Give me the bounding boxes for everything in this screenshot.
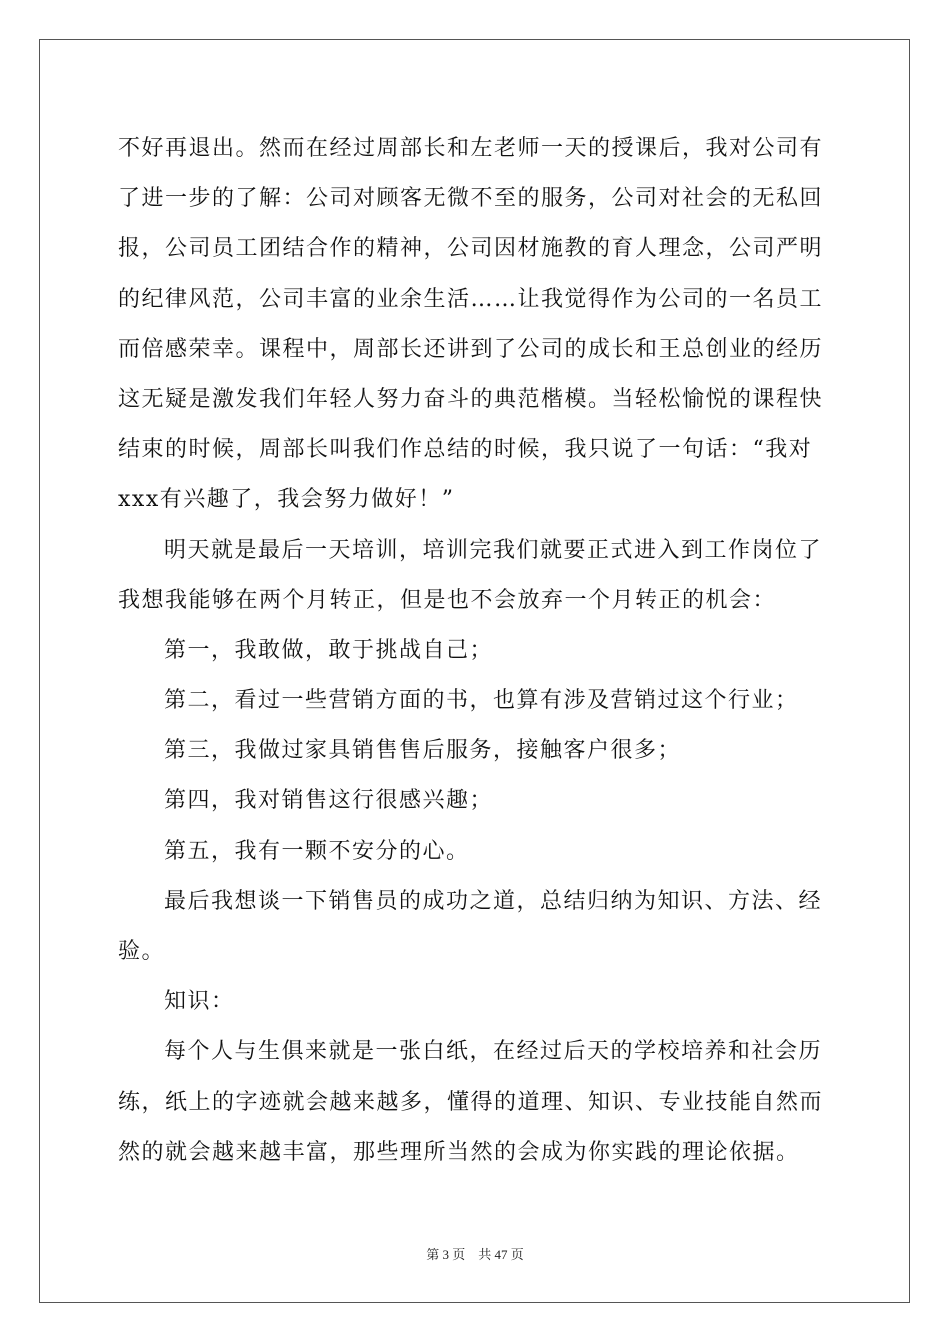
text-line: 第四，我对销售这行很感兴趣； (164, 788, 494, 814)
page-number: 第 3 页 (426, 1247, 466, 1262)
text-line: 的纪律风范，公司丰富的业余生活……让我觉得作为公司的一名员工 (118, 286, 824, 312)
text-line: 知识： (164, 989, 235, 1015)
text-line: 而倍感荣幸。课程中，周部长还讲到了公司的成长和王总创业的经历 (118, 336, 824, 362)
text-line: 报，公司员工团结合作的精神，公司因材施教的育人理念，公司严明 (118, 236, 824, 262)
text-line: 第一，我敢做，敢于挑战自己； (164, 637, 494, 663)
text-line: 了进一步的了解：公司对顾客无微不至的服务，公司对社会的无私回 (118, 186, 824, 212)
text-line: 明天就是最后一天培训，培训完我们就要正式进入到工作岗位了 (164, 537, 823, 563)
text-line: 最后我想谈一下销售员的成功之道，总结归纳为知识、方法、经 (164, 888, 823, 914)
text-line: 这无疑是激发我们年轻人努力奋斗的典范楷模。当轻松愉悦的课程快 (118, 386, 824, 412)
text-line: xxx有兴趣了，我会努力做好！” (118, 487, 455, 513)
page-total: 共 47 页 (478, 1247, 524, 1262)
text-line: 不好再退出。然而在经过周部长和左老师一天的授课后，我对公司有 (118, 136, 824, 161)
text-line: 第三，我做过家具销售售后服务，接触客户很多； (164, 738, 682, 764)
document-body (118, 124, 838, 1178)
page-footer (0, 1244, 950, 1263)
text-line: 每个人与生俱来就是一张白纸，在经过后天的学校培养和社会历 (164, 1039, 823, 1065)
text-line: 第五，我有一颗不安分的心。 (164, 838, 470, 864)
text-line: 然的就会越来越丰富，那些理所当然的会成为你实践的理论依据。 (118, 1139, 800, 1165)
text-line: 第二，看过一些营销方面的书，也算有涉及营销过这个行业； (164, 688, 799, 714)
text-line: 练，纸上的字迹就会越来越多，懂得的道理、知识、专业技能自然而 (118, 1089, 824, 1115)
text-line: 验。 (118, 939, 166, 964)
text-line: 我想我能够在两个月转正，但是也不会放弃一个月转正的机会： (118, 587, 777, 613)
text-line: 结束的时候，周部长叫我们作总结的时候，我只说了一句话：“我对 (118, 437, 813, 463)
